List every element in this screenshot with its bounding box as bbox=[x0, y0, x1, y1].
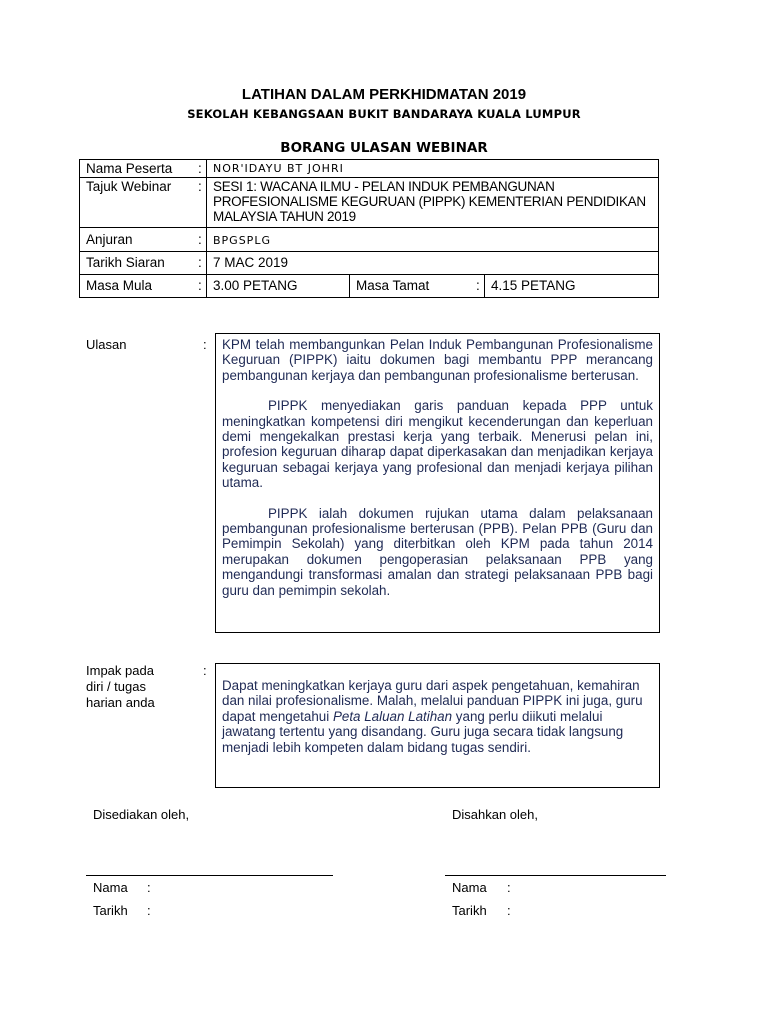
colon: : bbox=[203, 337, 207, 352]
tajuk-webinar-value: SESI 1: WACANA ILMU - PELAN INDUK PEMBANGUNAN PROFESIONALISME KEGURUAN (PIPPK) KEMENTERIAN PENDIDIKAN MALAYSIA TAHUN 2019 bbox=[207, 178, 659, 228]
nama-peserta-label: Nama Peserta bbox=[80, 160, 197, 178]
table-row bbox=[80, 275, 659, 298]
colon: : bbox=[147, 880, 151, 895]
impak-text-part: Dapat meningkatkan kerjaya guru dari aspek pengetahuan, kemahiran dan nilai profesionalisme. Malah, melalui panduan PIPPK ini juga, guru dapat mengetahui bbox=[222, 678, 643, 724]
tajuk-webinar-label: Tajuk Webinar bbox=[80, 178, 197, 228]
ulasan-paragraph: KPM telah membangunkan Pelan Induk Pembangunan Profesionalisme Keguruan (PIPPK) iaitu dokumen bagi membantu PPP merancang pembangunan kerjaya dan pembangunan profesionalisme berterusan. bbox=[222, 337, 653, 383]
impak-label-line: diri / tugas bbox=[86, 679, 146, 694]
participant-info-table bbox=[79, 159, 659, 298]
table-row bbox=[80, 228, 659, 252]
table-row bbox=[80, 160, 659, 178]
colon: : bbox=[474, 275, 485, 298]
colon: : bbox=[196, 275, 207, 298]
anjuran-label: Anjuran bbox=[80, 228, 197, 252]
prepared-tarikh-label: Tarikh bbox=[93, 903, 128, 918]
document-title: LATIHAN DALAM PERKHIDMATAN 2019 bbox=[241, 86, 527, 103]
nama-peserta-value: NOR'IDAYU BT JOHRI bbox=[207, 160, 659, 178]
masa-tamat-value: 4.15 PETANG bbox=[485, 275, 659, 298]
colon: : bbox=[196, 252, 207, 275]
approved-tarikh-label: Tarikh bbox=[452, 903, 487, 918]
colon: : bbox=[507, 903, 511, 918]
prepared-by-label: Disediakan oleh, bbox=[93, 807, 190, 822]
colon: : bbox=[507, 880, 511, 895]
ulasan-box bbox=[215, 333, 660, 633]
signature-line-approved bbox=[445, 875, 666, 876]
impak-box bbox=[215, 663, 660, 788]
ulasan-label: Ulasan bbox=[86, 337, 127, 352]
impak-label-line: harian anda bbox=[86, 695, 155, 710]
colon: : bbox=[196, 228, 207, 252]
ulasan-text bbox=[216, 334, 659, 598]
approved-nama-label: Nama bbox=[452, 880, 487, 895]
anjuran-value: BPGSPLG bbox=[207, 228, 659, 252]
tarikh-siaran-label: Tarikh Siaran bbox=[80, 252, 197, 275]
colon: : bbox=[196, 160, 207, 178]
impak-text bbox=[216, 664, 659, 755]
ulasan-paragraph: PIPPK ialah dokumen rujukan utama dalam pelaksanaan pembangunan profesionalisme berterusan (PPB). Pelan PPB (Guru dan Pemimpin Sekolah) yang diterbitkan oleh KPM pada tahun 2014 merupakan dokumen pengoperasian pelaksanaan PPB yang mengandungi transformasi amalan dan strategi pelaksanaan PPB bagi guru dan pemimpin sekolah. bbox=[222, 505, 653, 598]
masa-tamat-label: Masa Tamat bbox=[350, 275, 475, 298]
impak-text-part: yang perlu diikuti melalui jawatang tertentu yang disandang. Guru juga secara tidak langsung menjadi lebih kompeten dalam bidang tugas sendiri. bbox=[222, 708, 624, 755]
masa-mula-value: 3.00 PETANG bbox=[207, 275, 350, 298]
table-row bbox=[80, 178, 659, 228]
colon: : bbox=[203, 663, 207, 678]
school-name: SEKOLAH KEBANGSAAN BUKIT BANDARAYA KUALA LUMPUR bbox=[187, 107, 581, 121]
ulasan-paragraph: PIPPK menyediakan garis panduan kepada PPP untuk meningkatkan kompetensi diri mengikut kecenderungan dan keperluan demi mengekalkan prestasi kerja yang terbaik. Menerusi pelan ini, profesion keguruan diharap dapat diperkasakan dan menjadikan kerjaya keguruan sebagai kerjaya yang profesional dan menjadi kerjaya pilihan utama. bbox=[222, 398, 653, 491]
impak-label-line: Impak pada bbox=[86, 663, 154, 678]
impak-text-italic: Peta Laluan Latihan bbox=[332, 708, 453, 724]
form-title: BORANG ULASAN WEBINAR bbox=[280, 140, 488, 156]
impak-label bbox=[86, 663, 155, 711]
signature-line-prepared bbox=[86, 875, 333, 876]
approved-by-label: Disahkan oleh, bbox=[452, 807, 538, 822]
colon: : bbox=[196, 178, 207, 228]
table-row bbox=[80, 252, 659, 275]
tarikh-siaran-value: 7 MAC 2019 bbox=[207, 252, 659, 275]
colon: : bbox=[147, 903, 151, 918]
masa-mula-label: Masa Mula bbox=[80, 275, 197, 298]
prepared-nama-label: Nama bbox=[93, 880, 128, 895]
